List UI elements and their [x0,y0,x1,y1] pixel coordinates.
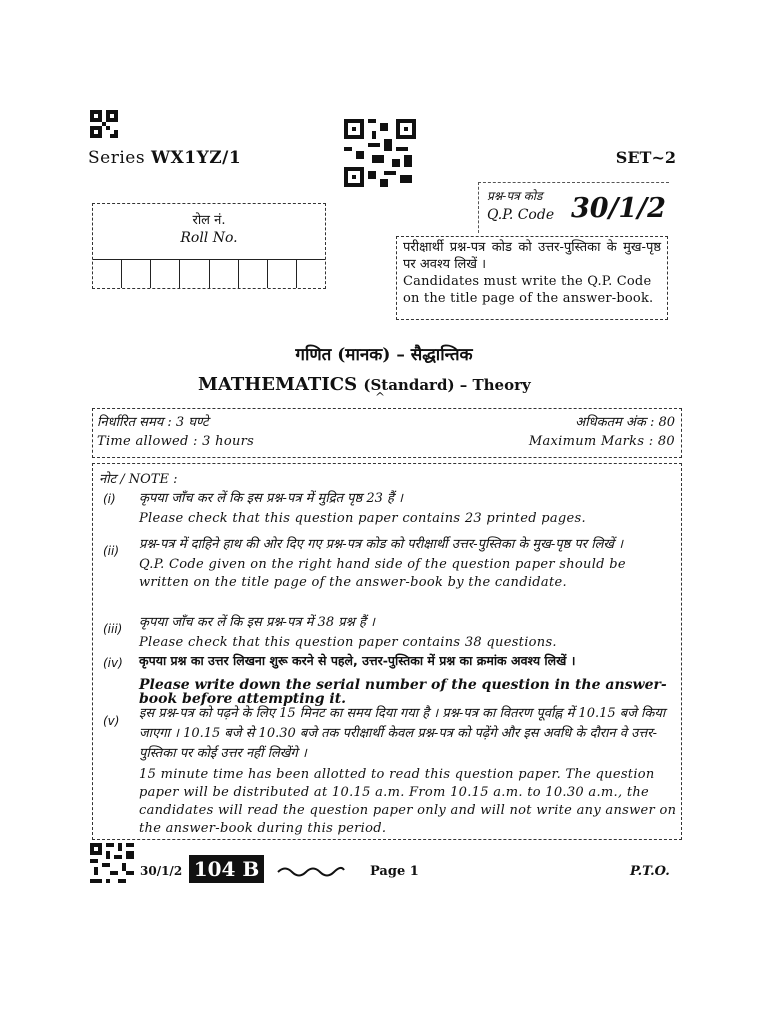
roll-cell[interactable] [151,260,180,288]
footer-badge: 104 B [189,855,264,883]
time-allowed-english: Time allowed : 3 hours [97,434,255,449]
note-box [92,463,682,840]
set-label: SET~2 [615,148,676,167]
footer-qp-code: 30/1/2 [140,864,183,878]
max-marks-hindi: अधिकतम अंक : 80 [575,415,675,430]
pto-label: P.T.O. [630,864,670,879]
note-item-english: Please write down the serial number of the question in the answer-book before attempting it. [139,677,667,707]
qp-label-hindi: प्रश्न-पत्र कोड [487,189,543,203]
qp-label-english: Q.P. Code [487,207,555,223]
roll-cell[interactable] [210,260,239,288]
roll-cell[interactable] [297,260,325,288]
note-item-hindi: प्रश्न-पत्र में दाहिने हाथ की ओर दिए गए प्रश्न-पत्र कोड को परीक्षार्थी उत्तर-पुस्तिका के मुख-पृष्ठ पर लिखें । [139,537,624,552]
subject-rest: (Standard) – Theory [363,376,531,394]
note-item-number: (v) [103,714,120,728]
roll-label-hindi: रोल नं. [192,213,226,228]
note-item-number: (ii) [103,544,120,558]
note-item-english: 15 minute time has been allotted to read this question paper. The question paper will be distributed at 10.15 a.m. From 10.15 a.m. to 10.30 a.m., the candidates will read the question paper only and will not write any answer on the answer-book during this period. [139,767,677,836]
roll-cell[interactable] [239,260,268,288]
note-item-hindi: कृपया जाँच कर लें कि इस प्रश्न-पत्र में 38 प्रश्न हैं । [139,615,375,630]
max-marks-english: Maximum Marks : 80 [528,434,675,449]
note-item-number: (i) [103,492,116,506]
time-allowed-hindi: निर्धारित समय : 3 घण्टे [97,415,209,430]
roll-cell[interactable] [180,260,209,288]
note-item-english: Please check that this question paper contains 23 printed pages. [139,511,586,526]
subject-title-hindi: गणित (मानक) – सैद्धान्तिक [295,345,473,365]
small-qr-code [90,110,118,138]
caret-mark: ^ [375,390,386,404]
qp-code-value: 30/1/2 [571,193,666,224]
note-item-english: Q.P. Code given on the right hand side of the question paper should be written on the title page of the answer-book by the candidate. [139,557,626,590]
note-item-hindi: कृपया जाँच कर लें कि इस प्रश्न-पत्र में मुद्रित पृष्ठ 23 हैं । [139,491,403,506]
note-item-hindi: कृपया प्रश्न का उत्तर लिखना शुरू करने से पहले, उत्तर-पुस्तिका में प्रश्न का क्रमांक अवश्य लिखें । [139,653,576,668]
candidate-instruction-english-line1: Candidates must write the Q.P. Code [403,274,652,289]
note-title: नोट / NOTE : [99,472,178,487]
roll-cell[interactable] [268,260,297,288]
time-marks-box [92,408,682,458]
roll-label-english: Roll No. [180,230,238,246]
note-item-hindi: इस प्रश्न-पत्र को पढ़ने के लिए 15 मिनट का समय दिया गया है । प्रश्न-पत्र का वितरण पूर्वाह्न में 10.15 बजे किया जाएगा । 10.15 बजे से 10.30 बजे तक परीक्षार्थी केवल प्रश्न-पत्र को पढ़ेंगे और इस अवधि के दौरान वे उत्तर-पुस्तिका पर कोई उत्तर नहीं लिखेंगे । [139,706,666,761]
note-item-number: (iii) [103,622,123,636]
series-prefix: Series [88,148,146,168]
candidate-instruction-english-line2: on the title page of the answer-book. [403,291,654,306]
qp-code-box [478,182,669,233]
roll-number-cells[interactable] [93,259,325,288]
note-item-number: (iv) [103,656,123,670]
barcode [90,843,134,887]
subject-title-english [198,374,531,395]
qr-code [344,119,416,187]
roll-number-box [92,203,326,289]
roll-cell[interactable] [93,260,122,288]
series-label [88,148,241,168]
note-item-english: Please check that this question paper contains 38 questions. [139,635,557,650]
wave-mark [276,864,346,883]
candidate-instruction-hindi: परीक्षार्थी प्रश्न-पत्र कोड को उत्तर-पुस्तिका के मुख-पृष्ठ पर अवश्य लिखें । [403,240,661,272]
series-code: WX1YZ/1 [150,148,242,168]
candidate-instruction-box [396,236,668,320]
roll-cell[interactable] [122,260,151,288]
page-number: Page 1 [370,864,419,879]
subject-main: MATHEMATICS [198,374,358,395]
